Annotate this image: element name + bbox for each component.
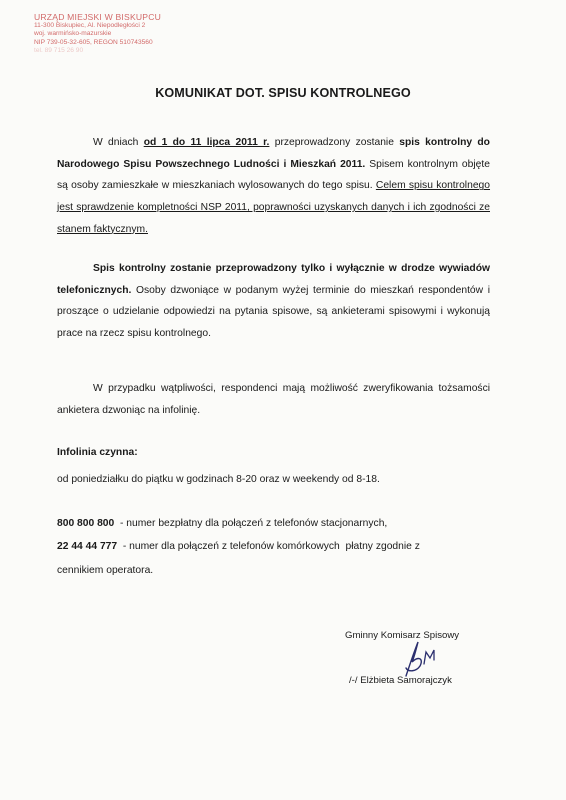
phone-number: 800 800 800 (57, 518, 115, 529)
handwritten-signature (394, 638, 446, 680)
method-statement: Spis kontrolny zostanie przeprowadzony tylko i wyłącznie w drodze wywiadów telefonicznych. (57, 263, 490, 296)
census-purpose: Celem spisu kontrolnego jest sprawdzenie kompletności NSP 2011, poprawności uzyskanych danych i ich zgodności ze stanem faktycznym. (57, 180, 491, 235)
phone-line-mobile (57, 541, 420, 552)
phone-description: - numer bezpłatny dla połączeń z telefonów stacjonarnych, (114, 518, 388, 529)
phone-number: 22 44 44 777 (57, 541, 118, 552)
infoline-hours: od poniedziałku do piątku w godzinach 8-20 oraz w weekendy od 8-18. (57, 474, 380, 485)
phone-description-continued: cennikiem operatora. (57, 565, 154, 576)
paragraph-method (57, 258, 490, 345)
text-run: W dniach (93, 137, 144, 148)
document-title: KOMUNIKAT DOT. SPISU KONTROLNEGO (155, 86, 411, 100)
signatory-title: Gminny Komisarz Spisowy (345, 630, 460, 641)
verification-text: W przypadku wątpliwości, respondenci mają możliwość zweryfikowania tożsamości ankietera dzwoniąc na infolinię. (57, 383, 490, 416)
stamp-line: tel. 89 715 26 90 (34, 47, 84, 55)
stamp-line: 11-300 Biskupiec, Al. Niepodległości 2 (34, 22, 146, 29)
stamp-line: NIP 739-05-32-605, REGON 510743560 (34, 38, 153, 46)
paragraph-verification (57, 378, 490, 421)
infoline-title: Infolinia czynna: (57, 447, 138, 458)
office-stamp (34, 12, 184, 56)
date-range: od 1 do 11 lipca 2011 r. (143, 137, 270, 148)
text-run: Spisem kontrolnym objęte są osoby zamieszkałe w mieszkaniach wylosowanych do tego spisu. (57, 158, 490, 192)
text-run: przeprowadzony zostanie (269, 137, 400, 148)
stamp-line: URZĄD MIEJSKI W BISKUPCU (34, 12, 162, 22)
phone-description: - numer dla połączeń z telefonów komórkowych płatny zgodnie z (117, 541, 420, 552)
signatory-name: /-/ Elżbieta Samorajczyk (349, 675, 452, 686)
text-run: Osoby dzwoniące w podanym wyżej terminie do mieszkań respondentów i proszące o udzielanie odpowiedzi na pytania spisowe, są ankieterami spisowymi i wykonują prace na rzecz spisu kontrolnego. (57, 284, 490, 340)
phone-line-landline (57, 518, 387, 529)
stamp-line: woj. warmińsko-mazurskie (34, 30, 112, 38)
paragraph-schedule (57, 132, 490, 241)
census-name: spis kontrolny do Narodowego Spisu Powszechnego Ludności i Mieszkań 2011. (57, 137, 490, 170)
